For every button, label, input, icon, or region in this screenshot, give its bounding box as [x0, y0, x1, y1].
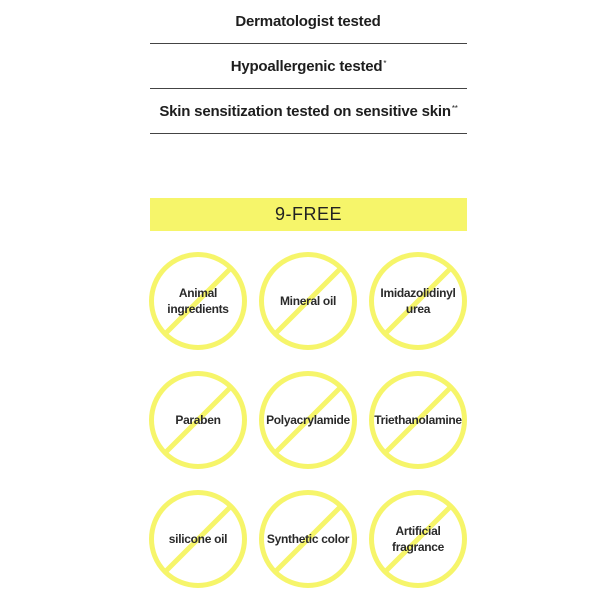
- claims-list: [150, 0, 467, 134]
- claim-dermatologist: [150, 0, 467, 44]
- claim-note: *: [383, 58, 387, 68]
- free-item: [258, 370, 358, 470]
- free-item-label: Synthetic color: [266, 532, 350, 546]
- free-banner: [150, 198, 467, 231]
- free-item: [148, 251, 248, 351]
- free-item-label: Triethanolamine: [374, 413, 462, 427]
- free-item-label: Animal ingredients: [167, 286, 229, 316]
- free-banner-title: 9-FREE: [274, 204, 342, 224]
- claim-text: Hypoallergenic tested: [230, 57, 383, 75]
- free-item: [258, 489, 358, 589]
- free-item-label: Imidazolidinyl urea: [380, 286, 456, 316]
- free-item-label: Mineral oil: [279, 294, 337, 308]
- free-item-label: Artificial fragrance: [392, 524, 444, 554]
- free-item: [148, 370, 248, 470]
- free-item-label: silicone oil: [168, 532, 228, 546]
- claim-text: Dermatologist tested: [235, 13, 381, 30]
- claim-text: Skin sensitization tested on sensitive skin: [159, 102, 451, 120]
- free-ingredients-grid: [148, 251, 470, 589]
- free-item-label: Paraben: [175, 413, 221, 427]
- claim-note: **: [451, 103, 458, 113]
- free-item: [368, 489, 468, 589]
- free-item: [148, 489, 248, 589]
- free-item: [368, 251, 468, 351]
- free-item: [368, 370, 468, 470]
- free-item-label: Polyacrylamide: [266, 413, 350, 427]
- claim-skin-sensitization: [150, 89, 467, 134]
- free-item: [258, 251, 358, 351]
- claim-hypoallergenic: [150, 44, 467, 89]
